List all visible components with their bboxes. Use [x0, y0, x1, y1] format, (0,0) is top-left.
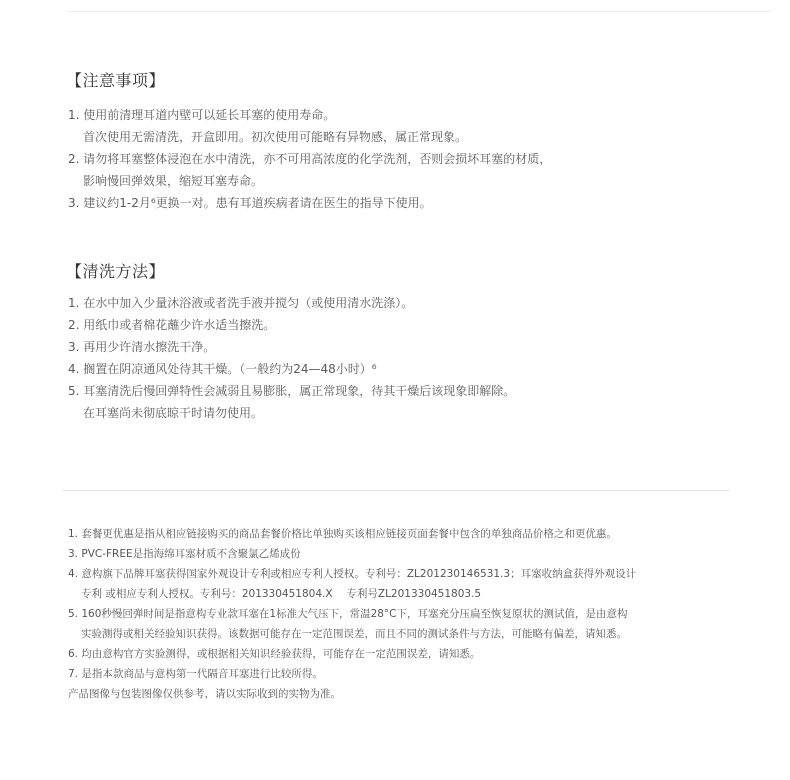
notice-item-2: 2. 请勿将耳塞整体浸泡在水中清洗，亦不可用高浓度的化学洗剂，否则会损坏耳塞的材质，: [68, 152, 552, 166]
footnote-3: 3. PVC-FREE是指海绵耳塞材质不含聚氯乙烯成份: [68, 548, 301, 560]
footnote-4: 4. 意构旗下品牌耳塞获得国家外观设计专利或相应专利人授权。专利号：ZL201230146531.3；耳塞收纳盒获得外观设计: [68, 568, 637, 580]
footnote-7: 7. 是指本款商品与意构第一代隔音耳塞进行比较所得。: [68, 668, 323, 680]
footnote-1: 1. 套餐更优惠是指从相应链接购买的商品套餐价格比单独购买该相应链接页面套餐中包含的单独商品价格之和更优惠。: [68, 528, 617, 540]
top-divider: [68, 11, 771, 12]
notice-title: 【注意事项】: [66, 71, 166, 90]
cleaning-list: [68, 292, 515, 424]
cleaning-title: 【清洗方法】: [66, 262, 166, 281]
cleaning-item-2: 2. 用纸巾或者棉花蘸少许水适当擦洗。: [68, 318, 276, 332]
notice-item-3: 3. 建议约1-2月⁶更换一对。患有耳道疾病者请在医生的指导下使用。: [68, 196, 432, 210]
footnote-6: 6. 均由意构官方实验测得，或根据相关知识经验获得，可能存在一定范围误差，请知悉。: [68, 648, 481, 660]
footnote-4-cont: 专利 或相应专利人授权。专利号：201330451804.X 专利号ZL201330451803.5: [81, 588, 482, 600]
footnote-5-cont: 实验测得或相关经验知识获得。该数据可能存在一定范围误差，而且不同的测试条件与方法，可能略有偏差，请知悉。: [81, 628, 627, 640]
footnote-list: [68, 524, 636, 704]
footnote-5: 5. 160秒慢回弹时间是指意构专业款耳塞在1标准大气压下，常温28°C下，耳塞充分压扁至恢复原状的测试值，是由意构: [68, 608, 628, 620]
cleaning-item-5-cont: 在耳塞尚未彻底晾干时请勿使用。: [83, 406, 264, 420]
notice-item-2-cont: 影响慢回弹效果，缩短耳塞寿命。: [83, 174, 264, 188]
cleaning-item-4: 4. 搁置在阴凉通风处待其干燥。（一般约为24—48小时）⁶: [68, 362, 377, 376]
notice-item-1: 1. 使用前清理耳道内壁可以延长耳塞的使用寿命。: [68, 108, 336, 122]
notice-list: [68, 104, 551, 214]
cleaning-item-1: 1. 在水中加入少量沐浴液或者洗手液并搅匀（或使用清水洗涤）。: [68, 296, 414, 310]
cleaning-item-3: 3. 再用少许清水擦洗干净。: [68, 340, 216, 354]
cleaning-item-5: 5. 耳塞清洗后慢回弹特性会减弱且易膨胀，属正常现象，待其干燥后该现象即解除。: [68, 384, 516, 398]
disclaimer: 产品图像与包装图像仅供参考，请以实际收到的实物为准。: [68, 688, 341, 700]
section-divider: [62, 490, 730, 491]
notice-item-1-cont: 首次使用无需清洗，开盒即用。初次使用可能略有异物感，属正常现象。: [83, 130, 468, 144]
